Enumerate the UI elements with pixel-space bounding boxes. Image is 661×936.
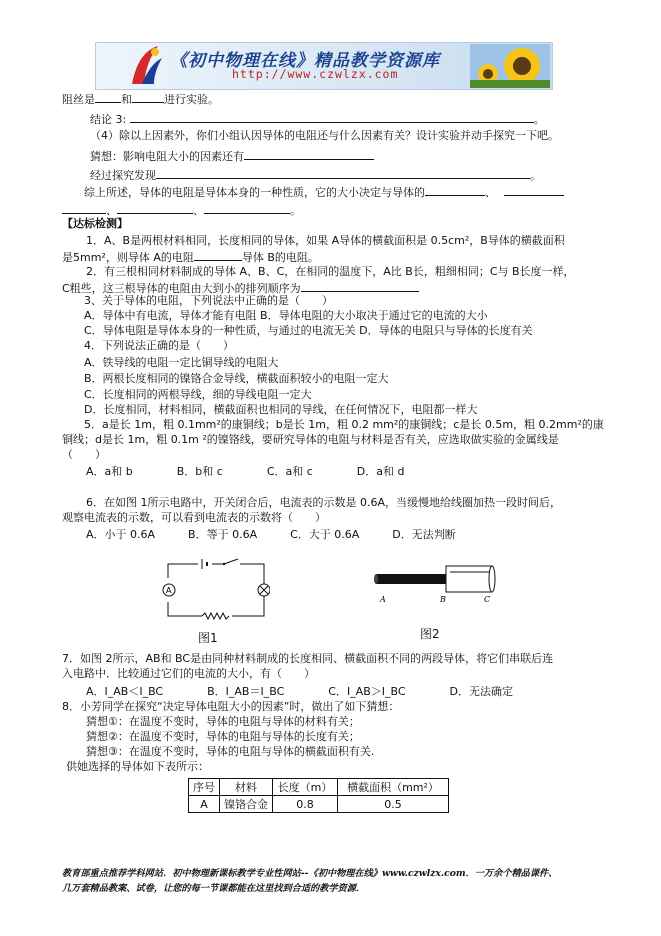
conductor-table <box>188 778 449 813</box>
options-6: A．小于 0.6A B．等于 0.6A C．大于 0.6A D．无法判断 <box>86 528 456 541</box>
question-6-cont: 观察电流表的示数，可以看到电流表的示数将（ ） <box>62 511 326 524</box>
question-8: 8．小芳同学在探究“决定导体电阻大小的因素”时，做出了如下猜想： <box>62 700 400 713</box>
table-cell: A <box>189 796 220 813</box>
option-4a: A．铁导线的电阻一定比铜导线的电阻大 <box>84 356 279 369</box>
summary-line-2: 、 、 。 <box>62 202 301 218</box>
guess-1: 猜想①：在温度不变时，导体的电阻与导体的材料有关； <box>86 715 360 728</box>
question-6: 6．在如图 1所示电路中，开关闭合后，电流表的示数是 0.6A，当缓慢地给线圈加热一段时间后， <box>86 496 562 509</box>
question-5-cont: 铜线；d是长 1m，粗 0.1m ²的镍铬线，要研究导体的电阻与材料是否有关，应选取做实验的金属线是 <box>62 433 559 446</box>
option-4b: B．两根长度相同的镍铬合金导线，横截面积较小的电阻一定大 <box>84 372 389 385</box>
question-3: 3、关于导体的电阻，下列说法中正确的是（ ） <box>84 294 333 307</box>
text-line: （4）除以上因素外，你们小组认因导体的电阻还与什么因素有关？设计实验并动手探究一下吧。 <box>90 129 559 142</box>
table-cell: 0.5 <box>338 796 449 813</box>
label-a: A <box>380 595 386 604</box>
question-7: 7．如图 2所示，AB和 BC是由同种材料制成的长度相同、横截面积不同的两段导体，将它们串联后连 <box>62 652 554 665</box>
option-4d: D．长度相同，材料相同，横截面积也相同的导线，在任何情况下，电阻都一样大 <box>84 403 478 416</box>
option-3a: A．导体中有电流，导体才能有电阻 B．导体电阻的大小取决于通过它的电流的大小 <box>84 309 488 322</box>
discovery-line: 经过探究发现 。 <box>90 169 541 182</box>
footer-line-1: 教育部重点推荐学科网站．初中物理新课标教学专业性网站--《初中物理在线》www.czwlzx.com．一万余个精品课件、 <box>62 868 558 879</box>
site-logo-icon <box>128 44 164 86</box>
figure-1-caption: 图1 <box>198 631 218 645</box>
table-header: 长度（m） <box>273 779 338 796</box>
section-heading: 【达标检测】 <box>62 217 128 230</box>
option-4c: C．长度相同的两根导线，细的导线电阻一定大 <box>84 388 312 401</box>
conclusion-3: 结论 3: 。 <box>90 113 545 126</box>
table-cell: 0.8 <box>273 796 338 813</box>
options-5: A．a和 b B．b和 c C．a和 c D．a和 d <box>86 465 405 478</box>
banner-title: 《初中物理在线》精品教学资源库 <box>170 51 440 71</box>
figure-2-caption: 图2 <box>420 627 440 641</box>
table-intro: 供她选择的导体如下表所示： <box>66 760 209 773</box>
table-header-row <box>189 779 449 796</box>
label-c: C <box>484 595 491 604</box>
question-5-paren: （ ） <box>62 448 106 461</box>
guess-2: 猜想②：在温度不变时，导体的电阻与导体的长度有关； <box>86 730 360 743</box>
options-7: A．I_AB＜I_BC B．I_AB＝I_BC C．I_AB＞I_BC D．无法确定 <box>86 685 514 698</box>
question-1-cont: 是5mm²，则导体 A的电阻 导体 B的电阻。 <box>62 251 319 264</box>
guess-3: 猜想③：在温度不变时，导体的电阻与导体的横截面积有关. <box>86 745 375 758</box>
text-line: 阻丝是 和 进行实验。 <box>62 93 219 106</box>
question-2-cont: C粗些，这三根导体的电阻由大到小的排列顺序为 <box>62 280 419 296</box>
banner-url[interactable]: http://www.czwlzx.com <box>232 67 399 81</box>
coil-resistor-icon <box>202 612 232 620</box>
table-header: 序号 <box>189 779 220 796</box>
switch-icon <box>223 559 240 567</box>
option-3c: C．导体电阻是导体本身的一种性质，与通过的电流无关 D．导体的电阻只与导体的长度有关 <box>84 324 533 337</box>
table-cell: 镍铬合金 <box>220 796 273 813</box>
sunflower-image <box>470 44 550 88</box>
summary-line: 综上所述，导体的电阻是导体本身的一种性质，它的大小决定与导体的 、 <box>84 184 564 200</box>
label-b: B <box>440 595 446 604</box>
battery-icon <box>198 559 212 569</box>
question-1: 1．A、B是两根材料相同，长度相同的导体，如果 A导体的横截面积是 0.5cm²，B导体的横截面积 <box>86 234 565 247</box>
table-row <box>189 796 449 813</box>
ammeter-label: A <box>166 586 172 595</box>
table-header: 横截面积（mm²） <box>338 779 449 796</box>
conductor-diagram <box>372 562 502 608</box>
question-2: 2．有三根相同材料制成的导体 A、B、C，在相同的温度下，A比 B长，粗细相同；C与 B长度一样， <box>86 265 575 278</box>
guess-line: 猜想：影响电阻大小的因素还有 <box>90 148 374 164</box>
footer-line-2: 几万套精品教案、试卷，让您的每一节课都能在这里找到合适的教学资源． <box>62 883 366 894</box>
question-7-cont: 入电路中．比较通过它们的电流的大小，有（ ） <box>62 667 315 680</box>
question-5: 5．a是长 1m，粗 0.1mm²的康铜线；b是长 1m，粗 0.2 mm²的康铜线；c是长 0.5m，粗 0.2mm²的康 <box>84 418 604 431</box>
circuit-diagram <box>158 556 270 626</box>
lamp-icon <box>258 584 270 596</box>
table-header: 材料 <box>220 779 273 796</box>
question-4: 4．下列说法正确的是（ ） <box>84 339 234 352</box>
